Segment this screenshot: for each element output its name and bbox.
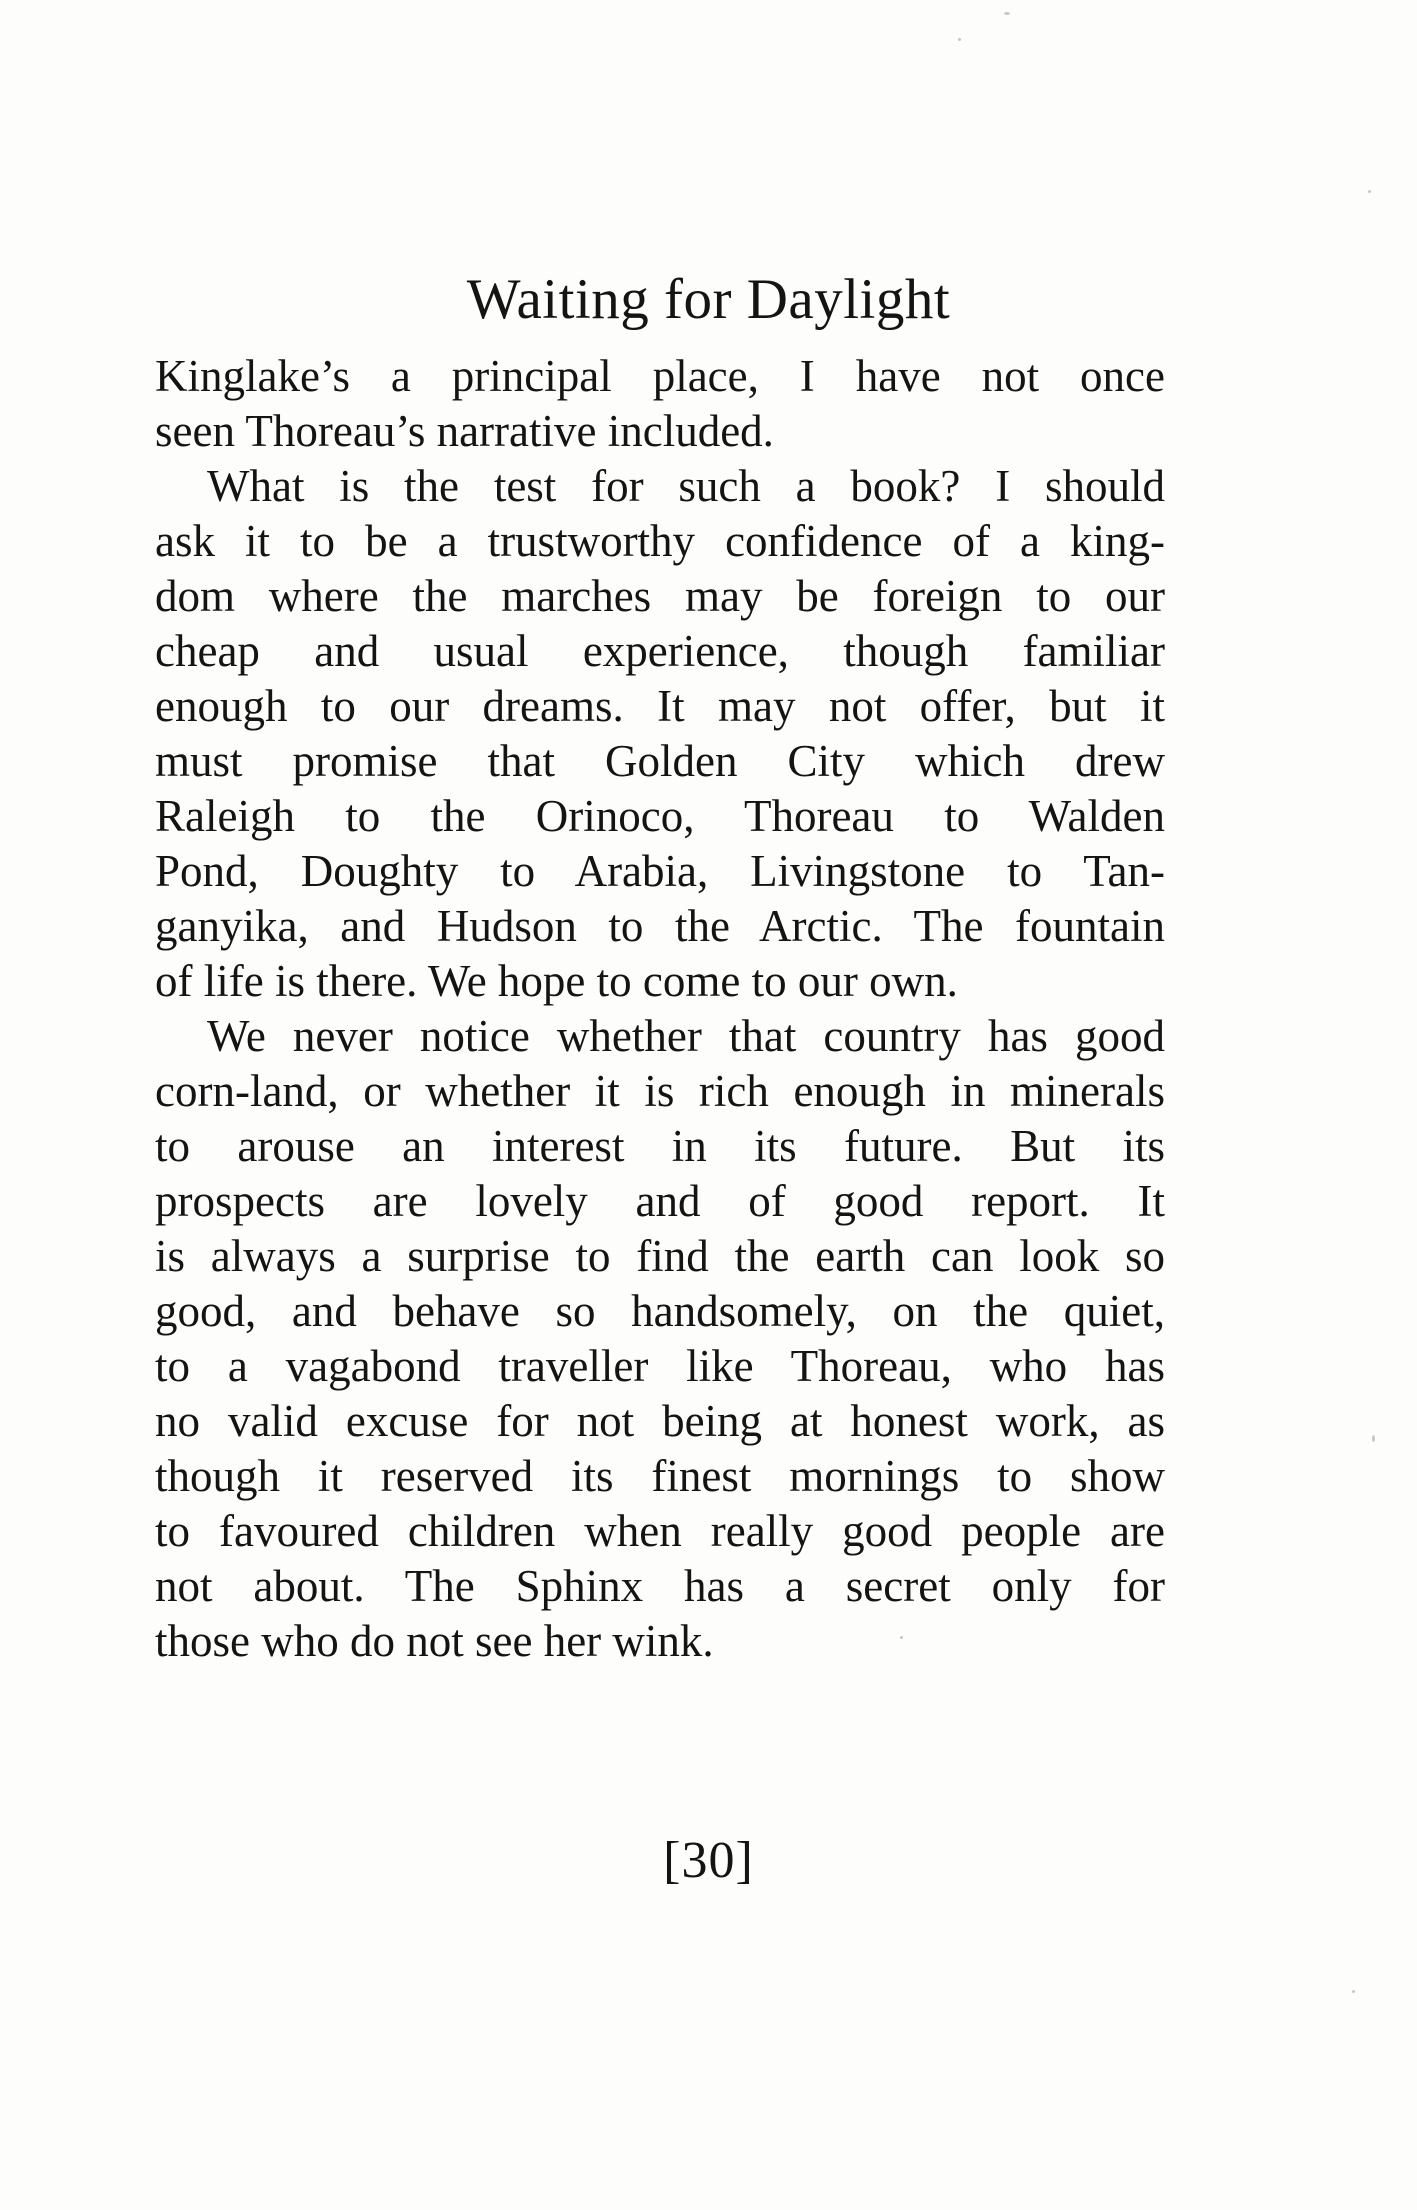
text-line: to a vagabond traveller like Thoreau, who has (155, 1341, 1165, 1391)
text-line: though it reserved its finest mornings to show (155, 1451, 1165, 1501)
text-line: those who do not see her wink. (155, 1616, 714, 1666)
text-line: to arouse an interest in its future. But its (155, 1121, 1165, 1171)
text-line: We never notice whether that country has good (207, 1011, 1165, 1061)
scan-speck (1368, 190, 1371, 193)
paragraph (155, 349, 1165, 459)
text-line: Raleigh to the Orinoco, Thoreau to Walden (155, 791, 1165, 841)
running-head: Waiting for Daylight (466, 268, 951, 331)
scan-speck (1372, 1435, 1375, 1442)
text-line: prospects are lovely and of good report. It (155, 1176, 1165, 1226)
text-line: ganyika, and Hudson to the Arctic. The fountain (155, 901, 1165, 951)
text-line: not about. The Sphinx has a secret only for (155, 1561, 1165, 1611)
text-line: What is the test for such a book? I should (207, 461, 1165, 511)
text-line: enough to our dreams. It may not offer, but it (155, 681, 1165, 731)
text-line: good, and behave so handsomely, on the quiet, (155, 1286, 1165, 1336)
page-number: [30] (663, 1832, 754, 1889)
text-line: cheap and usual experience, though familiar (155, 626, 1165, 676)
scan-speck (900, 1636, 903, 1639)
text-line: corn-land, or whether it is rich enough in minerals (155, 1066, 1165, 1116)
text-line: Kinglake’s a principal place, I have not once (155, 351, 1165, 401)
text-line: Pond, Doughty to Arabia, Livingstone to Tan- (155, 846, 1165, 896)
text-line: is always a surprise to find the earth can look so (155, 1231, 1165, 1281)
scan-speck (958, 38, 961, 41)
text-line: dom where the marches may be foreign to our (155, 571, 1165, 621)
text-line: of life is there. We hope to come to our own. (155, 956, 958, 1006)
text-line: must promise that Golden City which drew (155, 736, 1165, 786)
text-line: ask it to be a trustworthy confidence of a king- (155, 516, 1165, 566)
text-line: to favoured children when really good people are (155, 1506, 1165, 1556)
body-text (155, 349, 1165, 1669)
paragraph (155, 459, 1165, 1009)
text-line: no valid excuse for not being at honest work, as (155, 1396, 1165, 1446)
scan-speck (1004, 12, 1010, 15)
paragraph (155, 1009, 1165, 1669)
scan-speck (1352, 1990, 1355, 1993)
text-line: seen Thoreau’s narrative included. (155, 406, 774, 456)
